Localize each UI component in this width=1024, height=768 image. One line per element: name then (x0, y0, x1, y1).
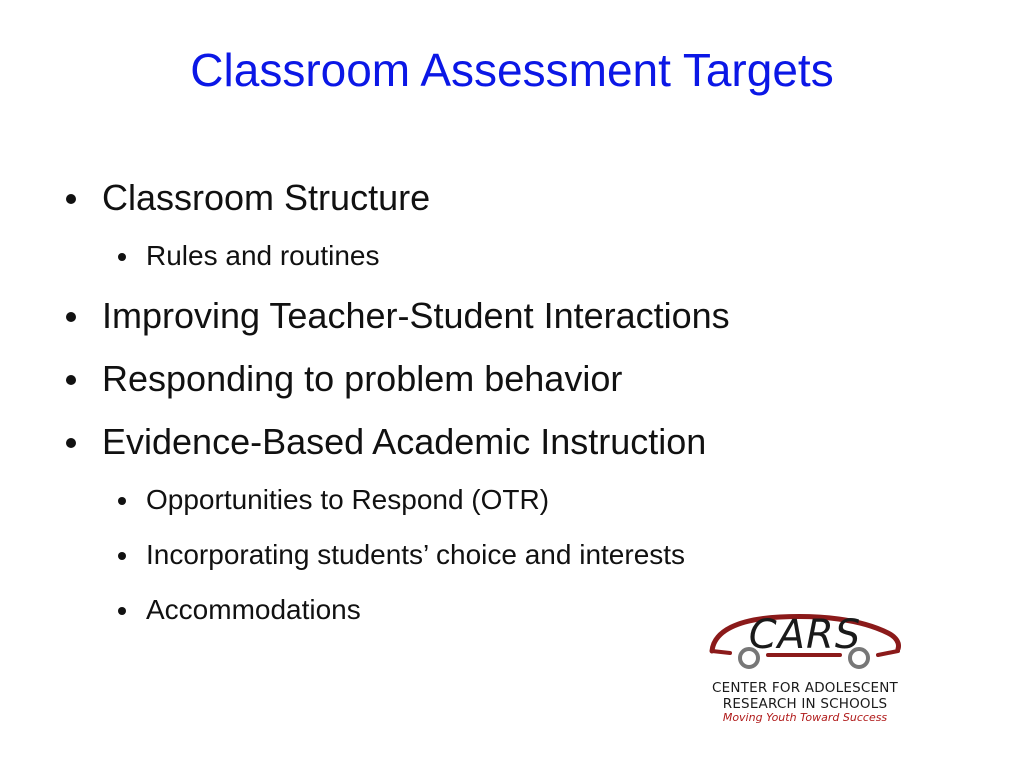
logo-wordmark: CARS (748, 612, 862, 658)
bullet-dot-icon (66, 375, 76, 385)
bullet-dot-icon (118, 253, 126, 261)
bullet-text: Evidence-Based Academic Instruction (102, 421, 707, 462)
cars-logo (690, 605, 920, 730)
sub-bullet-item (60, 532, 730, 578)
bullet-text: Responding to problem behavior (102, 358, 623, 399)
bullet-dot-icon (118, 552, 126, 560)
bullet-text: Improving Teacher-Student Interactions (102, 295, 730, 336)
bullet-list (60, 170, 730, 642)
bullet-dot-icon (118, 497, 126, 505)
bullet-dot-icon (118, 607, 126, 615)
slide-title: Classroom Assessment Targets (190, 44, 834, 96)
bullet-text: Opportunities to Respond (OTR) (146, 484, 550, 515)
bullet-item (60, 288, 730, 344)
bullet-item (60, 351, 730, 407)
bullet-text: Accommodations (146, 594, 361, 625)
sub-bullet-item (60, 587, 730, 633)
bullet-dot-icon (66, 438, 76, 448)
bullet-dot-icon (66, 312, 76, 322)
sub-bullet-item (60, 477, 730, 523)
bullet-item (60, 170, 730, 226)
bullet-text: Rules and routines (146, 240, 380, 271)
bullet-dot-icon (66, 194, 76, 204)
bullet-text: Incorporating students’ choice and interests (146, 539, 686, 570)
bullet-text: Classroom Structure (102, 177, 431, 218)
logo-tagline: Moving Youth Toward Success (722, 711, 888, 724)
bullet-item (60, 414, 730, 470)
logo-org-line1: CENTER FOR ADOLESCENT (712, 680, 898, 696)
logo-org-line2: RESEARCH IN SCHOOLS (722, 696, 888, 712)
sub-bullet-item (60, 233, 730, 279)
